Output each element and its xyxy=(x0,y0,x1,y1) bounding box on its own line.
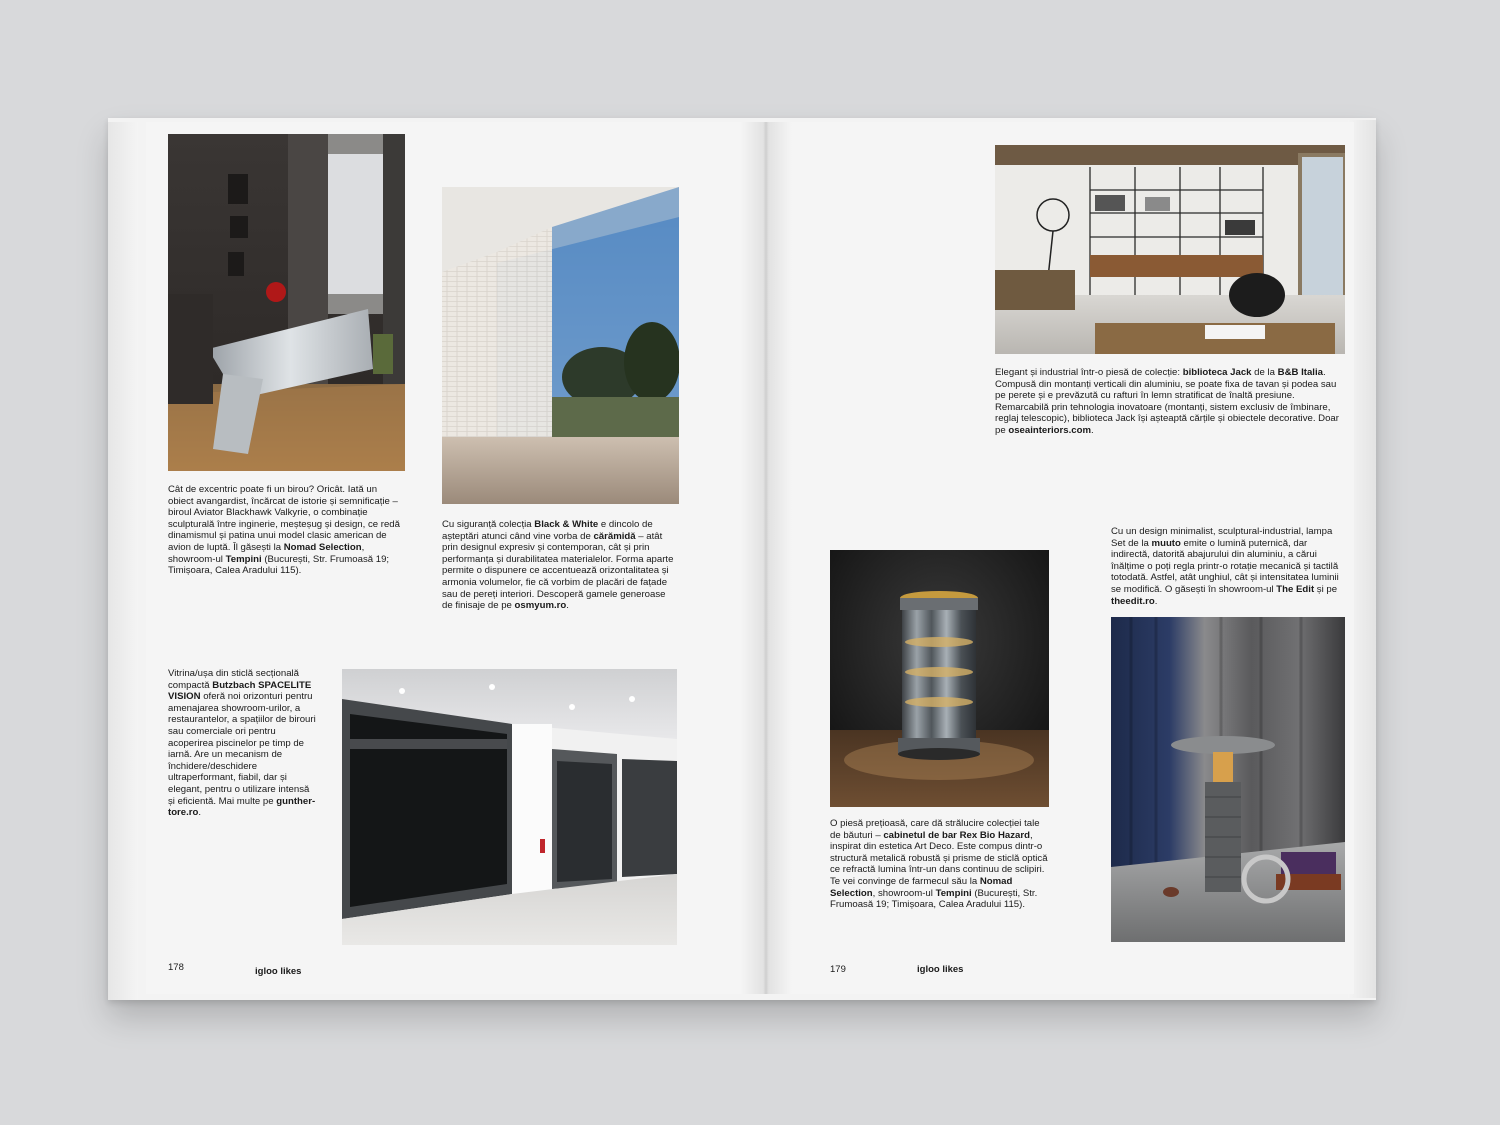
caption-text: și pe xyxy=(1314,583,1338,595)
caption-text: , showroom-ul xyxy=(872,887,936,899)
right-section-title: igloo likes xyxy=(917,964,964,975)
caption-bold: cabinetul de bar Rex Bio Hazard xyxy=(883,829,1030,841)
caption-text: . xyxy=(566,600,569,612)
caption-text: emite o lumină puternică, dar indirectă, datorită abajurului din aluminiu, a cărui înălțime o poți regla printr-o rotație mecanică și tactilă totodată. Astfel, atât unghiul, cât și intensitatea luminii se modifică. O găsești în showroom-ul xyxy=(1111,537,1339,595)
aviator-desk-caption xyxy=(168,484,400,577)
caption-bold: B&B Italia xyxy=(1277,367,1323,378)
caption-bold: The Edit xyxy=(1276,583,1315,595)
left-section-title: igloo likes xyxy=(255,966,302,977)
glass-door-caption xyxy=(168,668,316,819)
caption-text: oferă noi orizonturi pentru amenajarea showroom-urilor, a restaurantelor, a spațiilor de birouri sau comerciale ori pentru acoperirea piscinelor pe timp de iarnă. Are un mecanism de închidere/deschidere ultraperformant, fiabil, dar și elegant, pentru o utilizare intensă și eficientă. Mai multe pe xyxy=(168,691,316,807)
aviator-desk-photo xyxy=(168,134,405,471)
set-lamp-caption xyxy=(1111,526,1343,607)
caption-text: Cu un design minimalist, sculptural-industrial, lampa Set de la xyxy=(1111,526,1333,549)
brick-collection-caption xyxy=(442,519,677,612)
brick-facade-photo xyxy=(442,187,679,504)
caption-text: Vitrina/ușa din sticlă secțională compactă xyxy=(168,668,300,691)
caption-text: Cu siguranță colecția xyxy=(442,519,535,530)
caption-bold: oseainteriors.com xyxy=(1008,424,1091,436)
caption-text: , inspirat din estetica Art Deco. Este compus dintr-o structură metalică robustă și prisme de sticlă optică ce refractă lumina într-un dans continuu de sclipiri. Te vei convinge de farmecul său la xyxy=(830,829,1048,887)
jack-bookcase-photo xyxy=(995,145,1345,354)
caption-bold: Butzbach SPACELITE VISION xyxy=(168,679,312,703)
glass-door-photo xyxy=(342,669,677,945)
caption-bold: biblioteca Jack xyxy=(1182,367,1252,378)
bar-cabinet-caption xyxy=(830,818,1048,911)
caption-bold: osmyum.ro xyxy=(514,600,567,612)
caption-bold: Black & White xyxy=(534,519,599,530)
caption-bold: Nomad Selection xyxy=(830,875,1013,899)
caption-text: . xyxy=(1154,595,1158,607)
right-page-number: 179 xyxy=(830,964,846,975)
caption-text: . xyxy=(1091,424,1094,436)
caption-text: (București, Str. Frumoasă 19; Timișoara, Calea Aradului 115). xyxy=(168,553,390,577)
page-edge-left xyxy=(108,122,138,1000)
caption-bold: Nomad Selection xyxy=(283,541,362,553)
set-lamp-photo xyxy=(1111,617,1345,942)
jack-bookcase-caption xyxy=(995,367,1340,437)
caption-bold: gunther-tore.ro xyxy=(168,795,316,819)
bar-cabinet-photo xyxy=(830,550,1049,807)
caption-bold: muuto xyxy=(1151,537,1181,549)
caption-text: O piesă prețioasă, care dă strălucire colecției tale de băuturi – xyxy=(830,818,1040,841)
left-page-number: 178 xyxy=(168,962,184,973)
caption-text: , showroom-ul xyxy=(168,541,365,565)
caption-text: – atât prin designul expresiv și contemporan, cât și prin performanța și durabilitatea materialelor. Forma aparte permite o dispunere ce accentuează orizontalitatea și armonia volumelor, fie că vorbim de placări de fațade sau de pereți interiori. Descoperă gamele generoase de finisaje de pe xyxy=(442,530,674,612)
caption-text: . xyxy=(198,807,202,819)
caption-text: Cât de excentric poate fi un birou? Oricât. Iată un obiect avangardist, încărcat de istorie și semnificație – biroul Aviator Blackhawk Valkyrie, o combinație sculpturală între inginerie, meșteșug și design, ce redă dinamismul și patina unui model clasic american de avion de luptă. Îl găsești la xyxy=(168,484,400,553)
caption-bold: Tempini xyxy=(225,553,262,565)
caption-bold: cărămidă xyxy=(593,530,636,542)
caption-text: . Compusă din montanți verticali din aluminiu, se poate fixa de tavan și podea sau pe perete și e prevăzută cu rafturi în lemn stratificat de înaltă presiune. Remarcabilă prin tehnologia inovatoare (montanți, sistem exclusiv de îmbinare, reglaj telescopic), biblioteca Jack își așteaptă cărțile și obiectele decorative. Doar pe xyxy=(995,367,1339,436)
caption-text: Elegant și industrial într-o piesă de colecție: xyxy=(995,367,1183,378)
caption-bold: theedit.ro xyxy=(1111,595,1155,607)
caption-text: de la xyxy=(1251,367,1278,378)
caption-text: e dincolo de așteptări atunci când vine vorba de xyxy=(442,519,653,542)
caption-bold: Tempini xyxy=(935,887,972,899)
caption-text: (București, Str. Frumoasă 19; Timișoara, Calea Aradului 115). xyxy=(830,887,1038,911)
